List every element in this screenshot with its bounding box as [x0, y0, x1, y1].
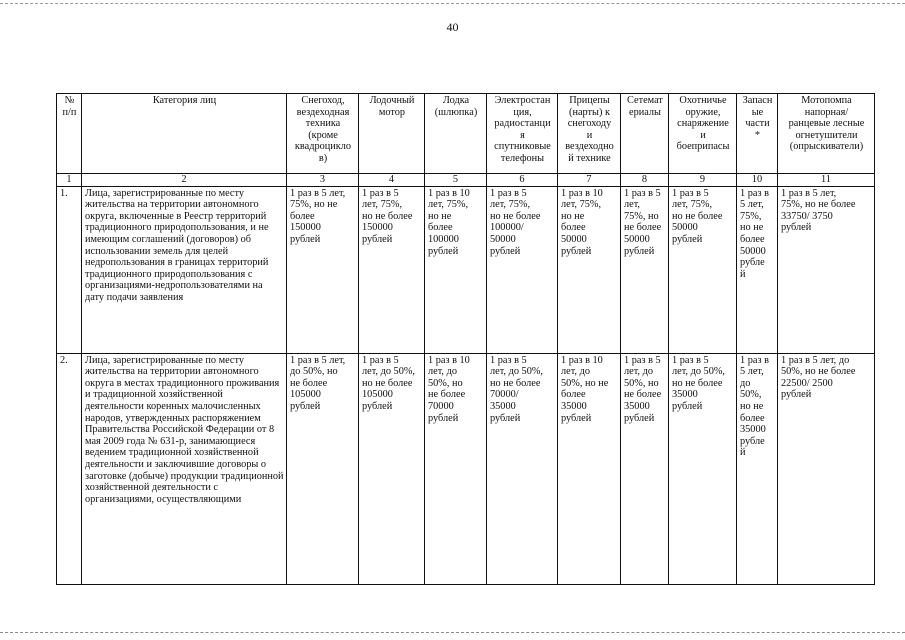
table-cell: 1 раз в 5 лет, до 50%, но не более 35000 рублей: [621, 353, 669, 584]
table-cell: 1 раз в 5 лет, 75%, но не более 50000 рублей: [621, 186, 669, 353]
table-cell: 1 раз в 5 лет, до 50%, но не более 105000 рублей: [359, 353, 425, 584]
table-row: [57, 353, 875, 584]
column-number: 9: [669, 174, 737, 187]
table-cell: 1 раз в 5 лет, 75%, но не более 150000 рублей: [287, 186, 359, 353]
table-cell: 1 раз в 10 лет, 75%, но не более 50000 рублей: [558, 186, 621, 353]
table-row: [57, 186, 875, 353]
column-number: 1: [57, 174, 82, 187]
table-cell: 1 раз в 5 лет, до 50%, но не более 22500/ 2500 рублей: [778, 353, 875, 584]
table-cell: 1 раз в 5 лет, 75%, но не более 33750/ 3750 рублей: [778, 186, 875, 353]
table-cell: 1 раз в 5 лет, до 50%, но не более 35000 рублей: [669, 353, 737, 584]
header-hunting-gear: Охотничье оружие, снаряжение и боеприпасы: [669, 94, 737, 174]
scan-border-bottom: [0, 632, 905, 633]
header-number: № п/п: [57, 94, 82, 174]
table-cell: 1 раз в 5 лет, 75%, но не более 150000 рублей: [359, 186, 425, 353]
row-number: 1.: [57, 186, 82, 353]
row-number: 2.: [57, 353, 82, 584]
row-category: Лица, зарегистрированные по месту жительства на территории автономного округа в местах традиционного проживания и традиционной хозяйственной деятельности коренных малочисленных народов, утвержденных распоряжением Правительства Российской Федерации от 8 мая 2009 года № 631-р, занимающиеся ведением традиционной хозяйственной деятельности и заключившие договоры о заготовке (добыче) продукции традиционной хозяйственной деятельности с организациями, осуществляющими: [82, 353, 287, 584]
header-nets: Сетемат ериалы: [621, 94, 669, 174]
header-spare-parts: Запасн ые части *: [737, 94, 778, 174]
table-cell: 1 раз в 10 лет, 75%, но не более 100000 рублей: [425, 186, 487, 353]
column-number: 7: [558, 174, 621, 187]
column-number: 6: [487, 174, 558, 187]
table-cell: 1 раз в 5 лет, до 50%, но не более 70000/ 35000 рублей: [487, 353, 558, 584]
column-number-row: [57, 174, 875, 187]
table-cell: 1 раз в 5 лет, 75%, но не более 50000 рублей: [669, 186, 737, 353]
column-number: 3: [287, 174, 359, 187]
column-number: 4: [359, 174, 425, 187]
column-number: 2: [82, 174, 287, 187]
column-number: 5: [425, 174, 487, 187]
header-category: Категория лиц: [82, 94, 287, 174]
support-table: [56, 93, 875, 585]
header-row: [57, 94, 875, 174]
header-trailers: Прицепы (нарты) к снегоходу и вездеходно й технике: [558, 94, 621, 174]
header-boat: Лодка (шлюпка): [425, 94, 487, 174]
column-number: 8: [621, 174, 669, 187]
table-cell: 1 раз в 5 лет, 75%, но не более 50000 рубле й: [737, 186, 778, 353]
column-number: 11: [778, 174, 875, 187]
table-cell: 1 раз в 5 лет, 75%, но не более 100000/ 50000 рублей: [487, 186, 558, 353]
scan-border-top: [0, 3, 905, 4]
header-snowmobile: Снегоход, вездеходная техника (кроме квадроцикло в): [287, 94, 359, 174]
page-number: 40: [446, 20, 459, 34]
column-number: 10: [737, 174, 778, 187]
header-boat-motor: Лодочный мотор: [359, 94, 425, 174]
table-cell: 1 раз в 5 лет, до 50%, но не более 35000 рубле й: [737, 353, 778, 584]
table-cell: 1 раз в 5 лет, до 50%, но не более 105000 рублей: [287, 353, 359, 584]
table-cell: 1 раз в 10 лет, до 50%, но не более 35000 рублей: [558, 353, 621, 584]
row-category: Лица, зарегистрированные по месту жительства на территории автономного округа, включенные в Реестр территорий традиционного природопользования, и не имеющим соглашений (договоров) об использовании земель для целей недропользования в границах территорий традиционного природопользования с организациями-недропользователями на дату подачи заявления: [82, 186, 287, 353]
header-motor-pump: Мотопомпа напорная/ ранцевые лесные огнетушители (опрыскиватели): [778, 94, 875, 174]
table-cell: 1 раз в 10 лет, до 50%, но не более 70000 рублей: [425, 353, 487, 584]
header-power-station: Электростан ция, радиостанци я спутниковые телефоны: [487, 94, 558, 174]
